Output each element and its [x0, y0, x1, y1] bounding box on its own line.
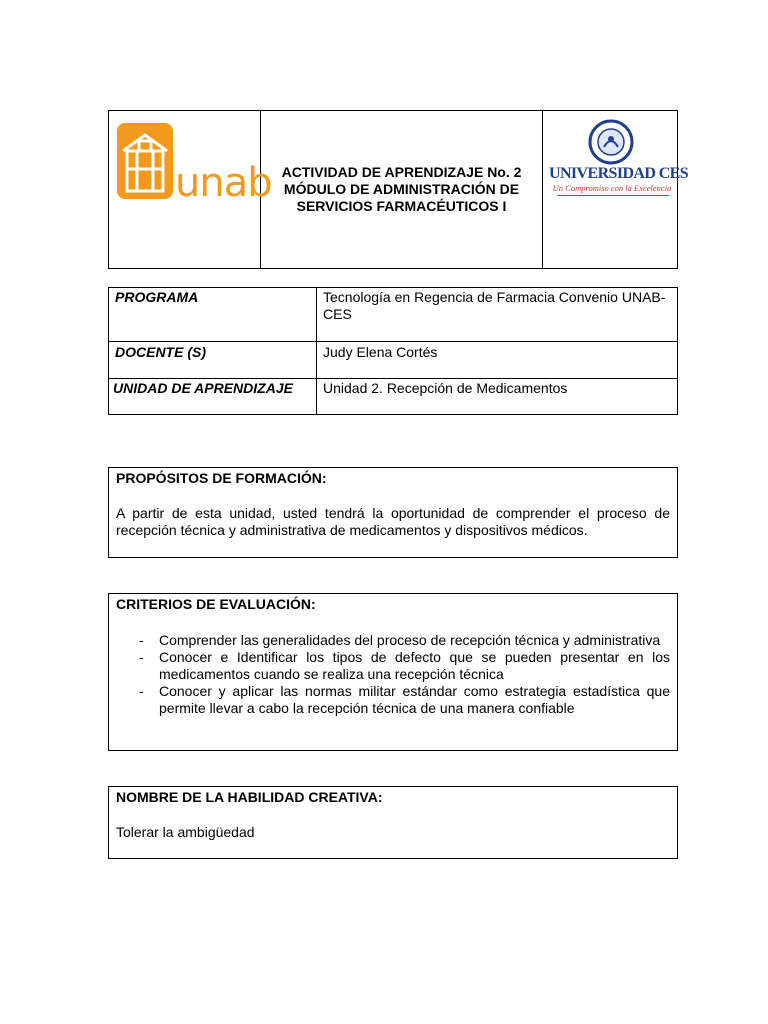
- title-line-2: MÓDULO DE ADMINISTRACIÓN DE: [283, 181, 520, 197]
- criterios-heading: CRITERIOS DE EVALUACIÓN:: [116, 596, 316, 612]
- propositos-section: [108, 467, 678, 558]
- title-line-1: ACTIVIDAD DE APRENDIZAJE No. 2: [281, 164, 522, 180]
- header-table: [108, 110, 689, 269]
- list-item: - Conocer e Identificar los tipos de defecto que se pueden presentar en los medicamentos cuando se realiza una recepción técnica: [116, 649, 670, 683]
- ces-slogan: Un Compromiso con la Excelencia: [552, 183, 672, 193]
- propositos-text: A partir de esta unidad, usted tendrá la oportunidad de comprender el proceso de recepción técnica y administrativa de medicamentos y dispositivos médicos.: [116, 505, 670, 538]
- activity-title: [282, 164, 522, 215]
- info-value: Judy Elena Cortés: [323, 344, 438, 360]
- list-item: - Comprender las generalidades del proceso de recepción técnica y administrativa: [116, 632, 670, 649]
- info-value: Tecnología en Regencia de Farmacia Convenio UNAB-CES: [323, 289, 666, 322]
- habilidad-text: Tolerar la ambigüedad: [116, 824, 255, 840]
- ces-seal-icon: [588, 119, 634, 165]
- info-label: DOCENTE (S): [109, 342, 317, 378]
- info-table: [108, 287, 678, 415]
- info-label: UNIDAD DE APRENDIZAJE: [109, 379, 317, 414]
- ces-red-rule: [557, 195, 669, 196]
- habilidad-section: [108, 786, 678, 859]
- ces-logo: [543, 111, 689, 268]
- criterios-section: [108, 593, 678, 751]
- ces-name: UNIVERSIDAD CES: [549, 165, 689, 182]
- info-value: Unidad 2. Recepción de Medicamentos: [323, 380, 568, 396]
- activity-title-cell: [261, 111, 543, 268]
- title-line-3: SERVICIOS FARMACÉUTICOS I: [296, 198, 507, 214]
- unab-logo-text: unab: [175, 160, 272, 206]
- info-row-unidad: [109, 379, 677, 414]
- info-label: PROGRAMA: [109, 288, 317, 341]
- list-item: - Conocer y aplicar las normas militar estándar como estrategia estadística que permite llevar a cabo la recepción técnica de una manera confiable: [116, 683, 670, 717]
- unab-logo: [109, 111, 272, 268]
- propositos-heading: PROPÓSITOS DE FORMACIÓN:: [116, 470, 327, 486]
- unab-building-icon: [115, 121, 175, 201]
- info-row-programa: [109, 288, 677, 342]
- criterios-list: [116, 632, 670, 717]
- habilidad-heading: NOMBRE DE LA HABILIDAD CREATIVA:: [116, 789, 383, 805]
- info-row-docente: [109, 342, 677, 379]
